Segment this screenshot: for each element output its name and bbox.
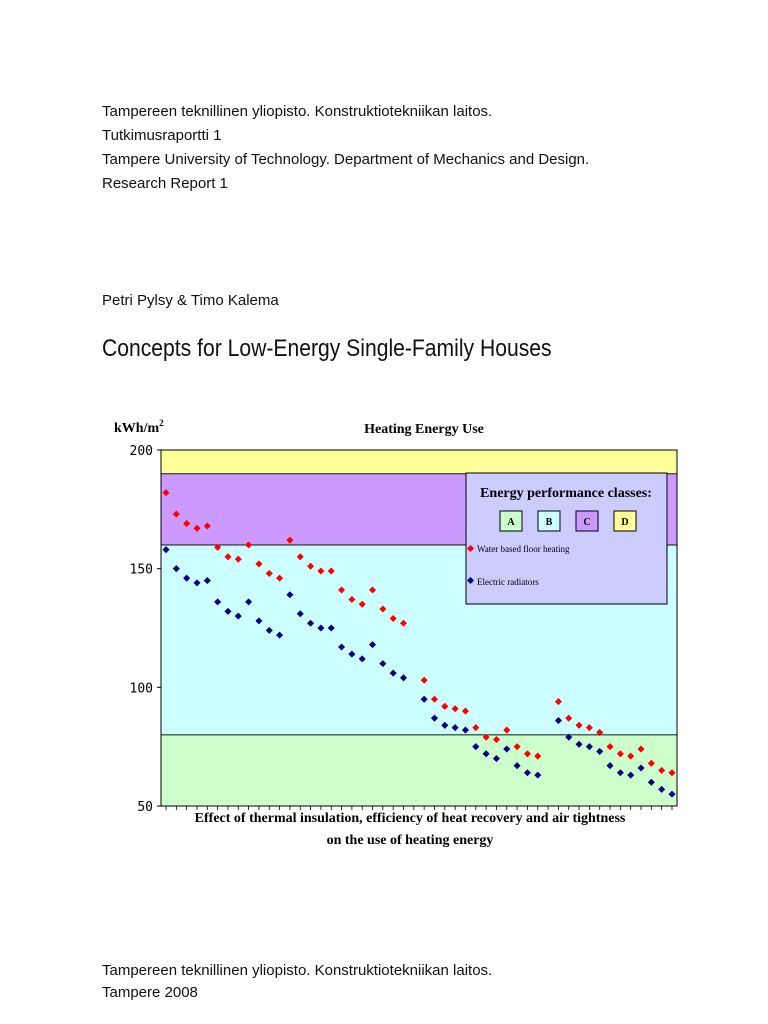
authors: Petri Pylsy & Timo Kalema — [102, 292, 279, 309]
legend-series-1 — [467, 544, 570, 554]
report-footer — [102, 960, 492, 1004]
y-tick-label: 150 — [129, 562, 153, 578]
footer-line-1: Tampereen teknillinen yliopisto. Konstruktiotekniikan laitos. — [102, 962, 493, 979]
report-title: Concepts for Low-Energy Single-Family Houses — [102, 335, 552, 362]
legend-label-floor-heating: Water based floor heating — [477, 544, 570, 554]
legend-class-label-a: A — [507, 517, 515, 528]
header-line-1: Tampereen teknillinen yliopisto. Konstruktiotekniikan laitos. — [102, 103, 493, 120]
header-line-4: Research Report 1 — [102, 175, 228, 192]
legend-class-label-d: D — [621, 517, 629, 528]
legend — [466, 473, 667, 604]
band-class-d — [161, 450, 677, 474]
header-line-3: Tampere University of Technology. Department of Mechanics and Design. — [102, 151, 590, 168]
legend-title: Energy performance classes: — [480, 486, 652, 501]
band-class-a — [161, 735, 677, 806]
header-line-2: Tutkimusraportti 1 — [102, 127, 222, 144]
x-axis-label-line-2: on the use of heating energy — [326, 833, 494, 848]
legend-series-2 — [467, 577, 539, 587]
x-axis-label-line-1: Effect of thermal insulation, efficiency of heat recovery and air tightness — [194, 811, 626, 826]
footer-line-2: Tampere 2008 — [102, 984, 198, 1001]
legend-class-label-b: B — [545, 517, 553, 528]
y-tick-label: 50 — [137, 800, 153, 815]
y-axis — [130, 444, 161, 815]
y-tick-label: 200 — [129, 444, 153, 459]
legend-label-electric-radiators: Electric radiators — [477, 577, 539, 587]
x-axis — [166, 806, 672, 810]
chart-title: Heating Energy Use — [364, 422, 484, 437]
report-header — [102, 100, 589, 196]
y-tick-label: 100 — [129, 681, 153, 697]
heating-energy-chart — [100, 410, 680, 855]
y-axis-label: kWh/$m^2$ — [114, 418, 164, 436]
legend-class-label-c: C — [583, 517, 591, 528]
